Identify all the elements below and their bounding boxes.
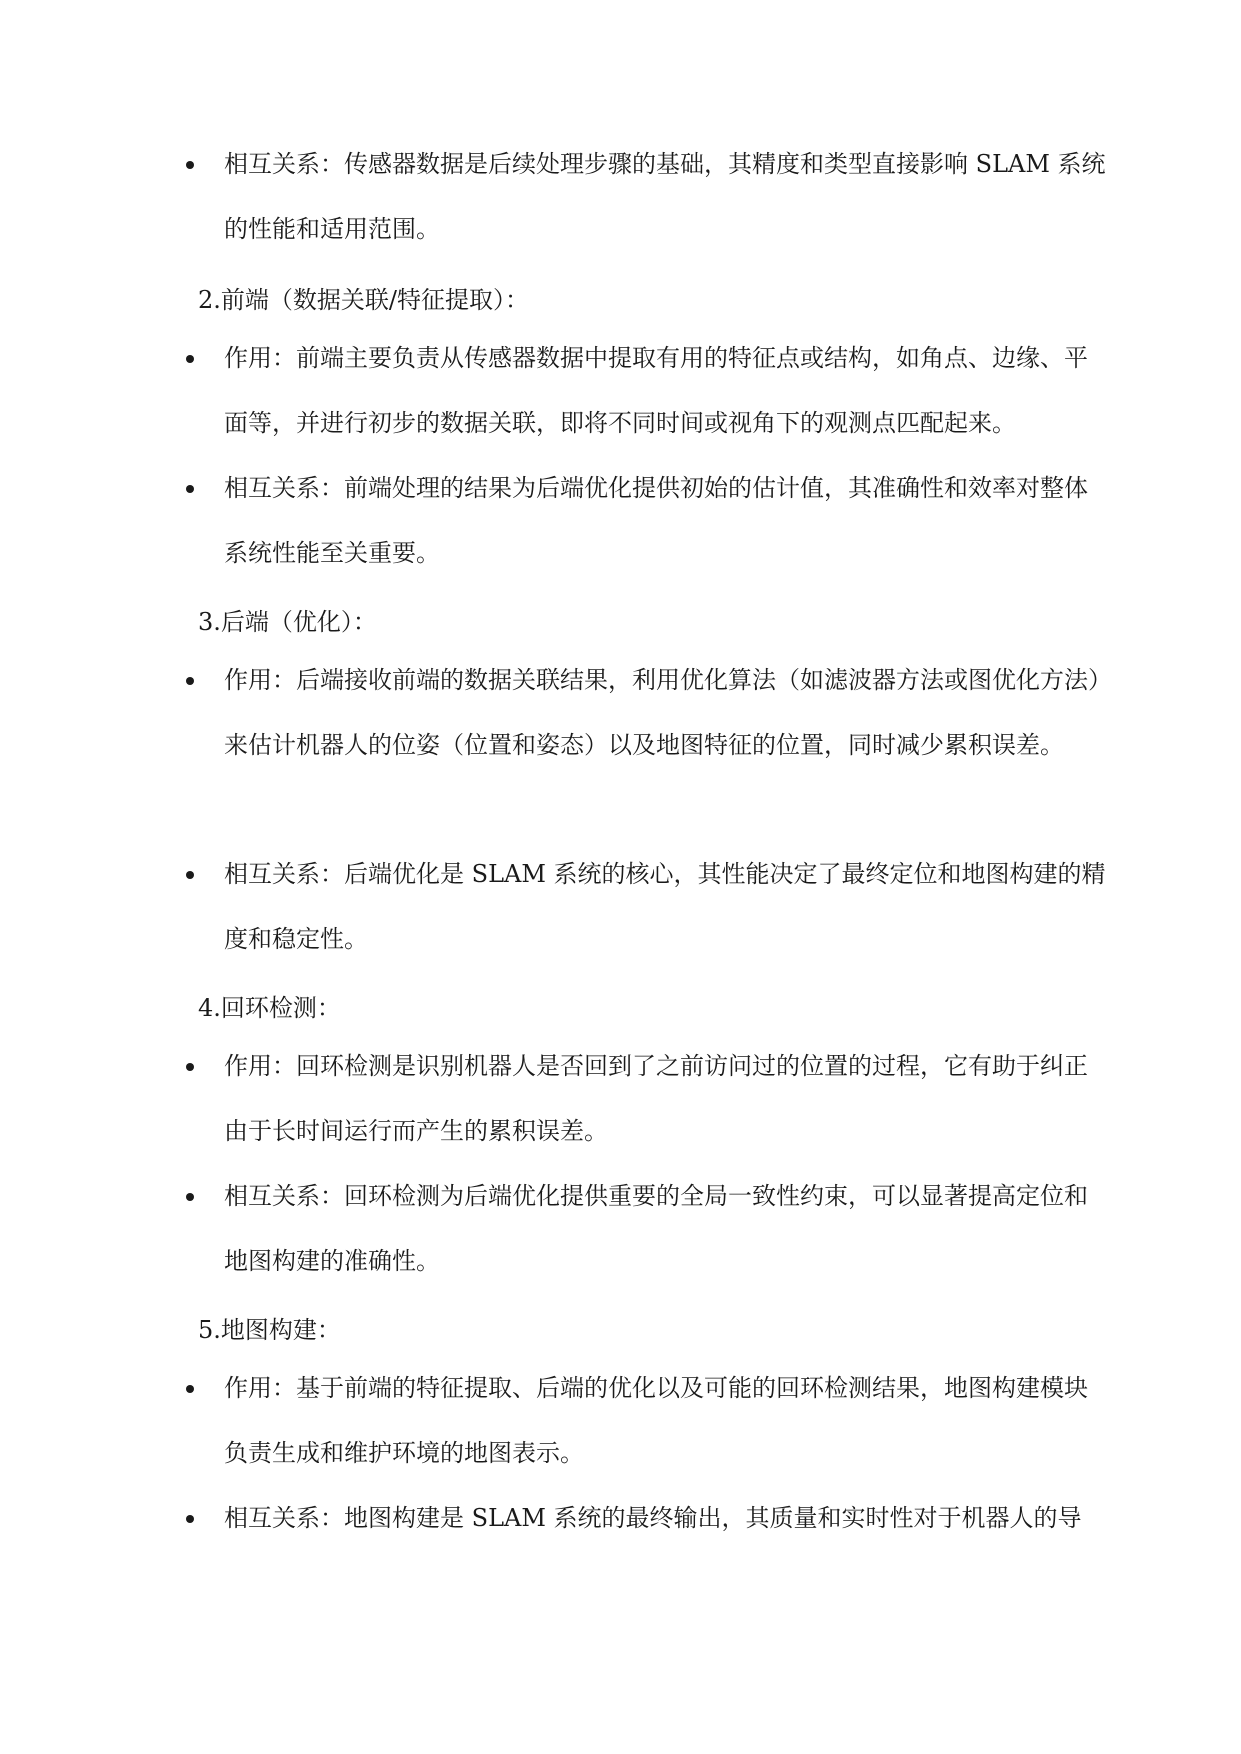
bullet-dot (186, 1063, 194, 1071)
list-item (186, 1356, 1106, 1486)
list-item (186, 1034, 1106, 1164)
list-item-text: 相互关系：回环检测为后端优化提供重要的全局一致性约束，可以显著提高定位和地图构建的准确性。 (224, 1182, 1088, 1275)
section-heading-backend: 3.后端（优化）： (198, 608, 377, 636)
list-item (186, 456, 1106, 586)
list-item (186, 648, 1106, 778)
bullet-dot (186, 485, 194, 493)
section-heading-loop-closure: 4.回环检测： (198, 994, 341, 1022)
bullet-dot (186, 1515, 194, 1523)
bullet-dot (186, 355, 194, 363)
bullet-dot (186, 677, 194, 685)
list-item-text: 相互关系：后端优化是 SLAM 系统的核心，其性能决定了最终定位和地图构建的精度和稳定性。 (224, 860, 1106, 953)
bullet-dot (186, 871, 194, 879)
section-heading-frontend: 2.前端（数据关联/特征提取）： (198, 286, 529, 314)
list-item (186, 842, 1106, 972)
list-item-text: 作用：前端主要负责从传感器数据中提取有用的特征点或结构，如角点、边缘、平面等，并进行初步的数据关联，即将不同时间或视角下的观测点匹配起来。 (224, 344, 1088, 437)
list-item (186, 1486, 1106, 1551)
bullet-dot (186, 1193, 194, 1201)
bullet-dot (186, 1385, 194, 1393)
list-item-text: 相互关系：地图构建是 SLAM 系统的最终输出，其质量和实时性对于机器人的导 (224, 1504, 1082, 1532)
list-item (186, 132, 1106, 262)
list-item-text: 作用：回环检测是识别机器人是否回到了之前访问过的位置的过程，它有助于纠正由于长时间运行而产生的累积误差。 (224, 1052, 1088, 1145)
list-item-text: 相互关系：前端处理的结果为后端优化提供初始的估计值，其准确性和效率对整体系统性能至关重要。 (224, 474, 1088, 567)
list-item (186, 326, 1106, 456)
list-item-text: 相互关系：传感器数据是后续处理步骤的基础，其精度和类型直接影响 SLAM 系统的性能和适用范围。 (224, 150, 1106, 243)
list-item-text: 作用：后端接收前端的数据关联结果，利用优化算法（如滤波器方法或图优化方法）来估计机器人的位姿（位置和姿态）以及地图特征的位置，同时减少累积误差。 (224, 666, 1100, 759)
bullet-dot (186, 161, 194, 169)
list-item (186, 1164, 1106, 1294)
list-item-text: 作用：基于前端的特征提取、后端的优化以及可能的回环检测结果，地图构建模块负责生成和维护环境的地图表示。 (224, 1374, 1088, 1467)
section-heading-mapping: 5.地图构建： (198, 1316, 341, 1344)
